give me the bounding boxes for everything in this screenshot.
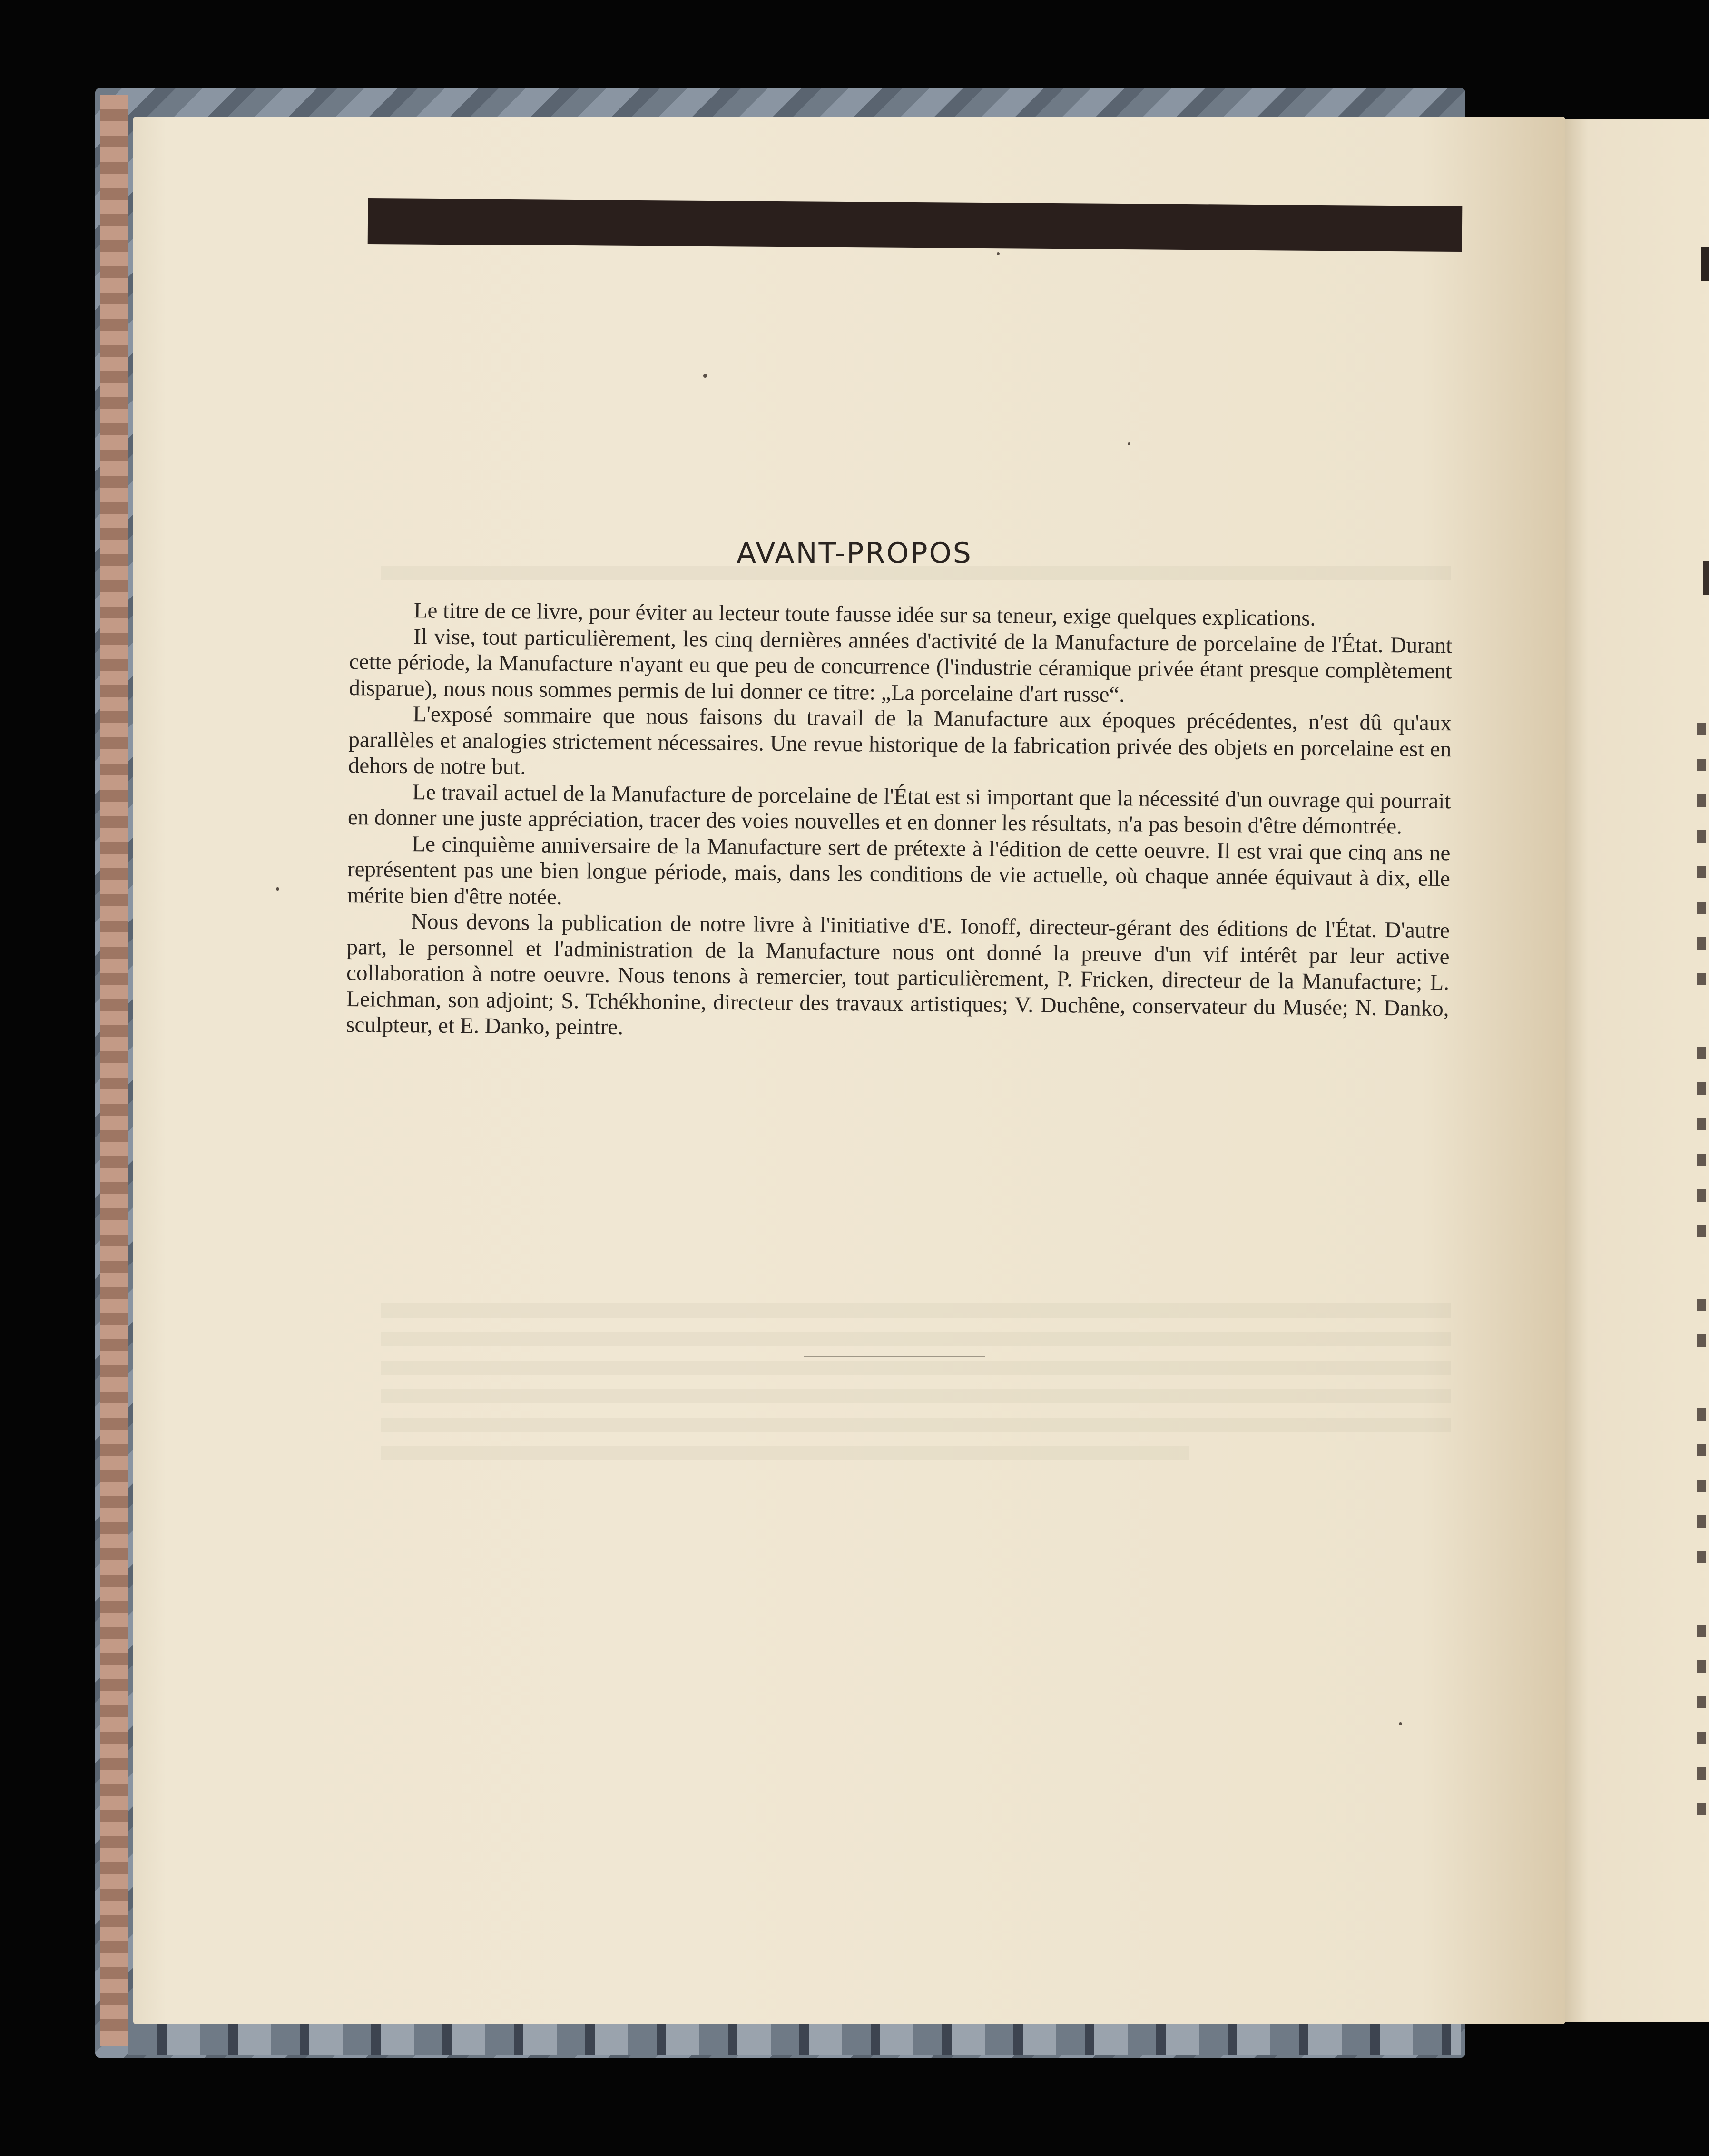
show-through-line [381, 1446, 1189, 1460]
show-through-line [381, 1332, 1451, 1346]
paper-speck [1128, 442, 1130, 445]
show-through-line [381, 1361, 1451, 1375]
body-text [346, 597, 1453, 1048]
show-through-line [381, 1303, 1451, 1318]
paragraph: Le cinquième anniversaire de la Manufacture sert de prétexte à l'édition de cette oeuvre. Il est vrai que cinq ans ne représentent pas une bien longue période, mais, dans les conditions de vie actuelle, où chaque année équivaut à dix, elle mérite bien d'être notée. [347, 831, 1451, 910]
paper-speck [276, 887, 279, 891]
show-through-line [381, 1418, 1451, 1432]
paragraph: Il vise, tout particulièrement, les cinq dernières années d'activité de la Manufacture de porcelaine de l'État. Durant cette période, la Manufacture n'ayant eu que peu de concurrence (l'industrie céramique privée étant presque complètement disparue), nous nous sommes permis de lui donner ce titre: „La porcelaine d'art russe“. [349, 624, 1453, 707]
page-title: AVANT-PROPOS [737, 537, 972, 570]
closing-rule [804, 1356, 985, 1357]
paper-speck [1399, 1722, 1402, 1725]
paragraph: L'exposé sommaire que nous faisons du travail de la Manufacture aux époques précédentes, n'est dû qu'aux parallèles et analogies strictement nécessaires. Une revue historique de la fabrication privée des objets en porcelaine est en dehors de notre but. [348, 702, 1452, 780]
paragraph: Le travail actuel de la Manufacture de porcelaine de l'État est si important que la nécessité d'un ouvrage qui pourrait en donner une juste appréciation, tracer des voies nouvelles et en donner les résultats, n'a pas besoin d'être démontrée. [347, 779, 1451, 839]
paper-speck [703, 374, 707, 378]
header-rule [368, 198, 1463, 252]
cover-edge [100, 95, 128, 2046]
show-through-line [381, 1389, 1451, 1403]
paragraph: Nous devons la publication de notre livre à l'initiative d'E. Ionoff, directeur-gérant des éditions de l'État. D'autre part, le personnel et l'administration de la Manufacture nous ont donné la preuve d'un vif intérêt par leur active collaboration à notre oeuvre. Nous tenons à remercier, tout particulièrement, P. Fricken, directeur de la Manufacture; L. Leichman, son adjoint; S. Tchékhonine, directeur des travaux artistiques; V. Duchêne, conservateur du Musée; N. Danko, sculpteur, et E. Danko, peintre. [345, 909, 1450, 1040]
left-page [133, 117, 1565, 2024]
paper-speck [997, 252, 1000, 255]
facing-page-rule [1701, 247, 1709, 281]
paragraph: Le titre de ce livre, pour éviter au lecteur toute fausse idée sur sa teneur, exige quelques explications. [413, 598, 1316, 631]
facing-page [1556, 119, 1709, 2022]
